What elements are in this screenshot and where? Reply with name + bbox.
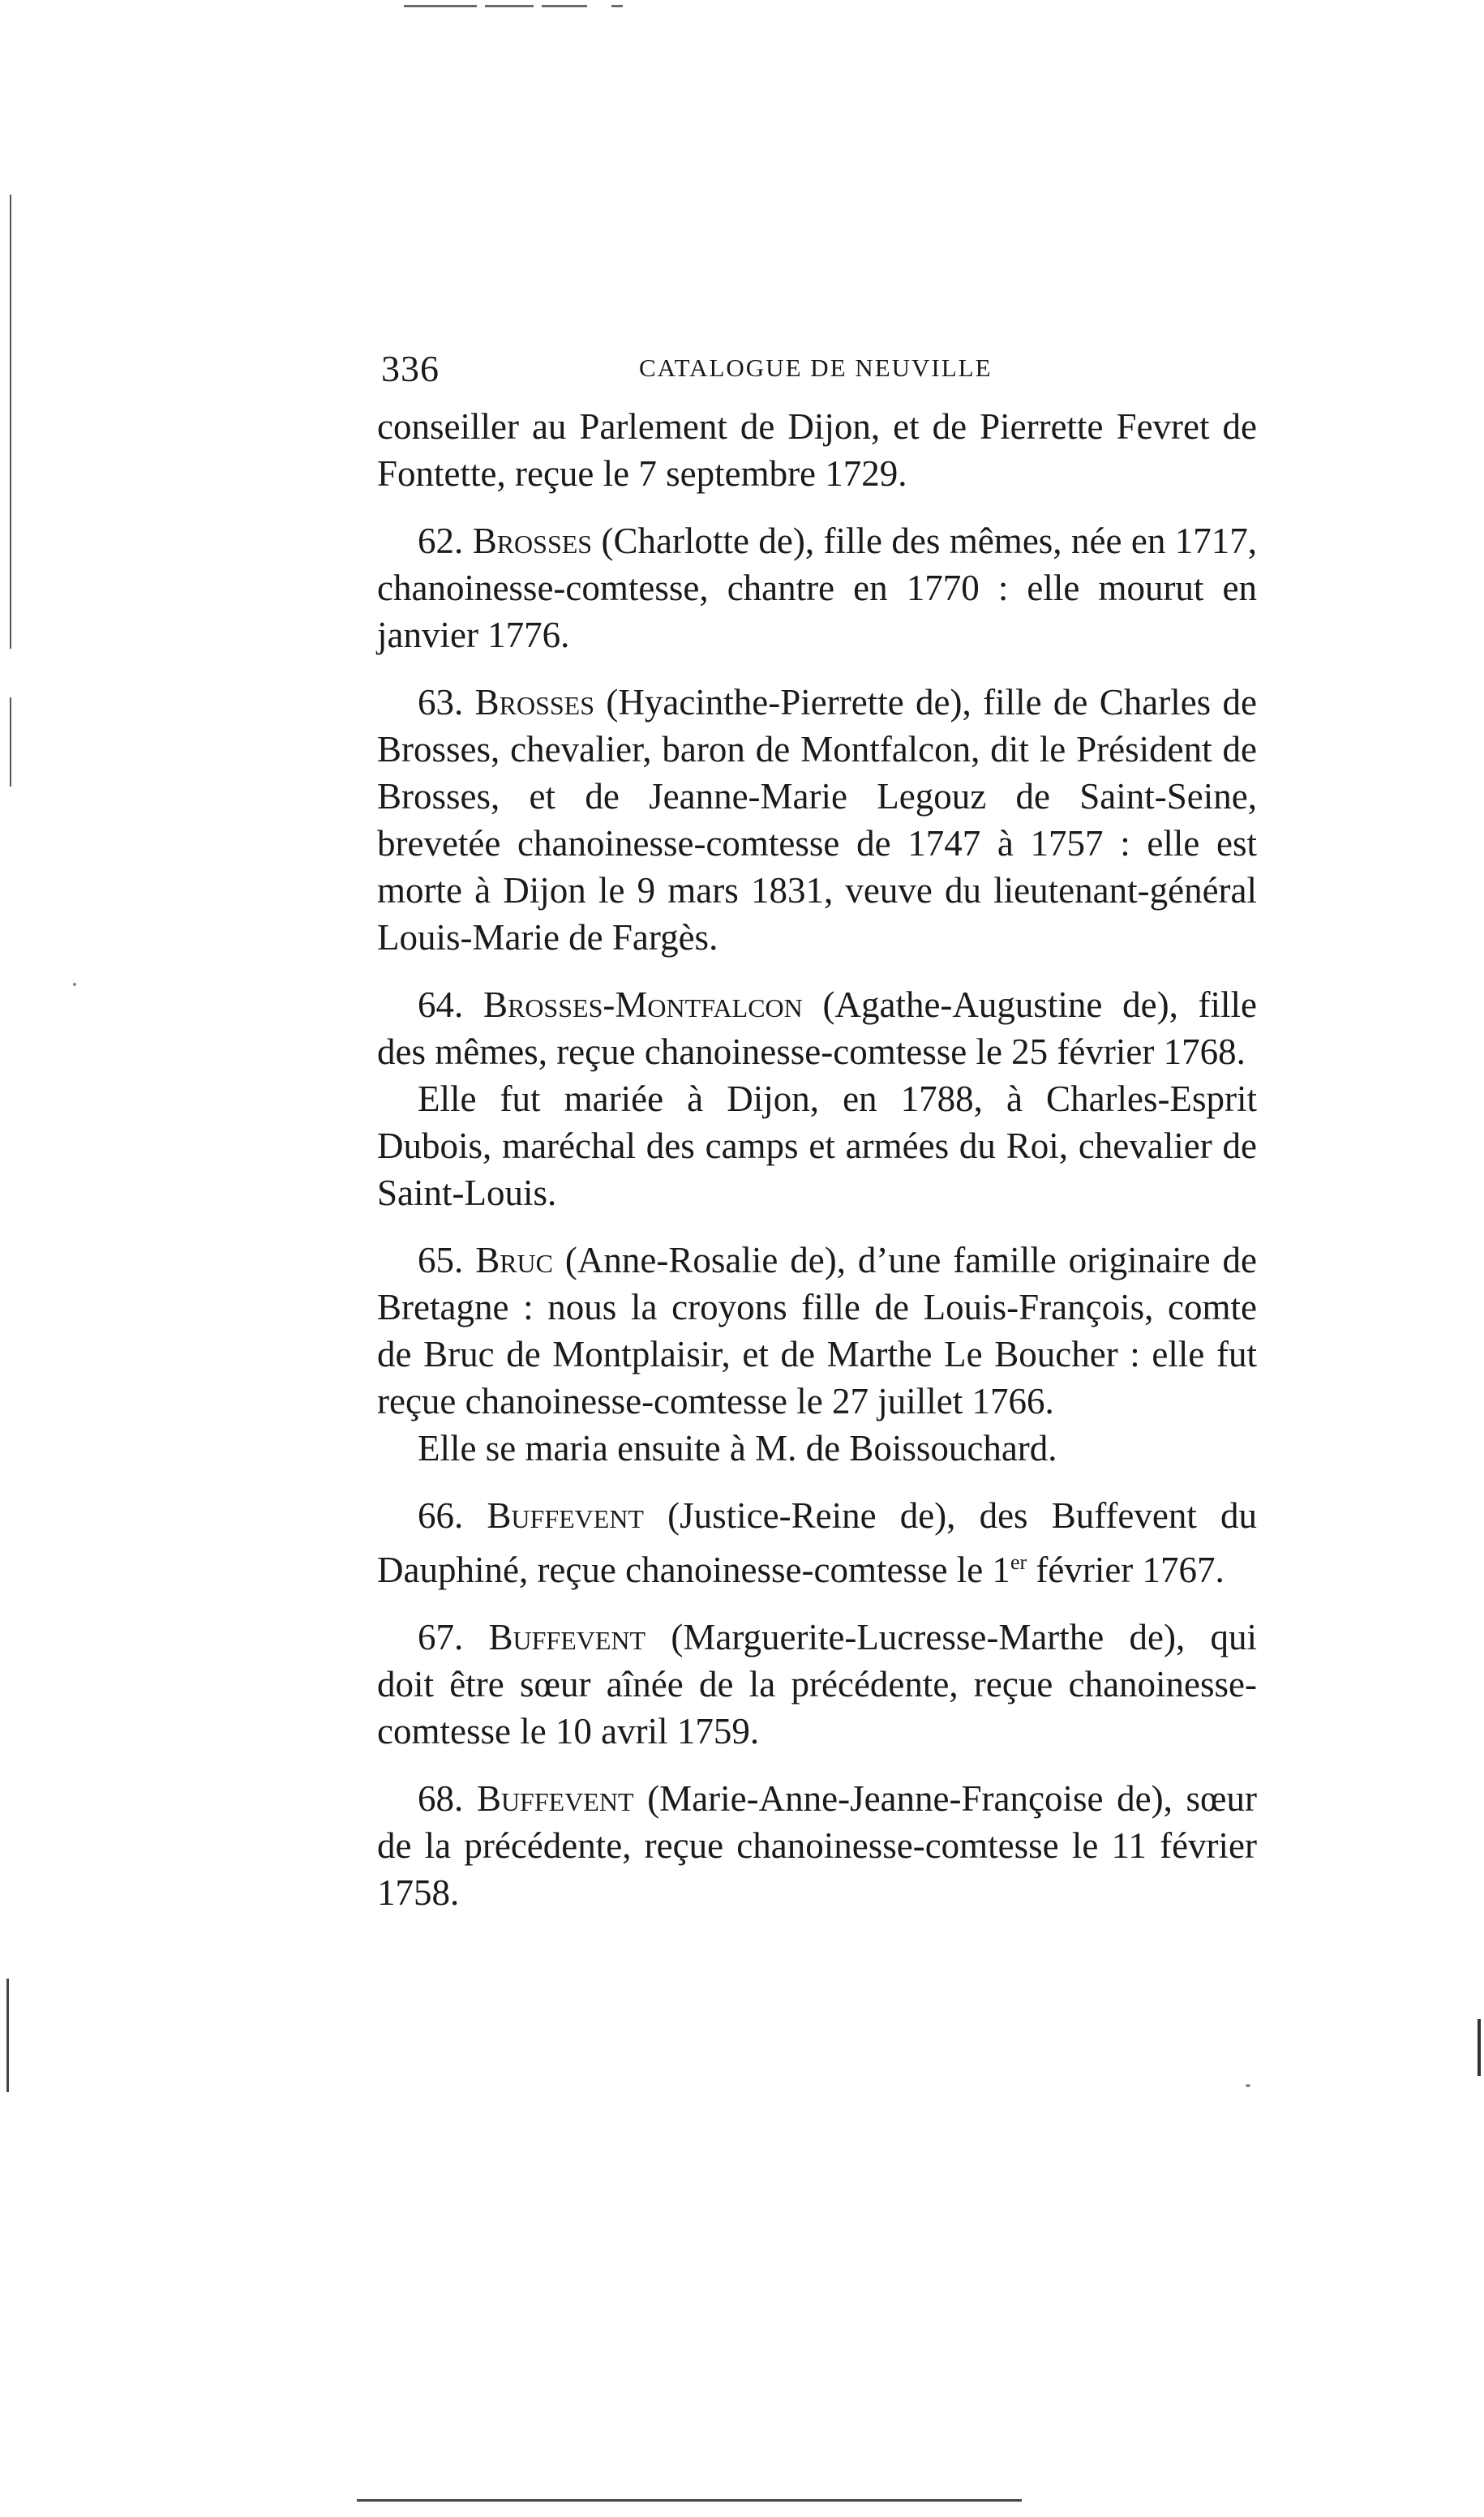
entry-number: 64. bbox=[418, 984, 464, 1025]
entry-number: 65. bbox=[418, 1240, 464, 1280]
page-header bbox=[381, 347, 1249, 396]
entry-surname: Brosses-Montfalcon bbox=[483, 984, 803, 1025]
continued-paragraph bbox=[377, 403, 1257, 497]
catalogue-entry-62 bbox=[377, 517, 1257, 658]
page-body bbox=[377, 403, 1257, 1916]
catalogue-entry-66 bbox=[377, 1492, 1257, 1593]
entry-number: 67. bbox=[418, 1617, 464, 1657]
catalogue-entry-65 bbox=[377, 1237, 1257, 1425]
page-number: 336 bbox=[381, 348, 440, 389]
entry-text: (Hyacinthe-Pierrette de), fille de Charles de Brosses, chevalier, baron de Montfalcon, dit le Président de Brosses, et de Jeanne-Marie Legouz de Saint-Seine, brevetée chanoinesse-comtesse de 1747 à 1757 : elle est morte à Dijon le 9 mars 1831, veuve du lieutenant-général Louis-Marie de Fargès. bbox=[377, 682, 1258, 958]
scan-margin-line bbox=[1478, 2019, 1481, 2076]
scan-margin-line bbox=[10, 195, 11, 649]
catalogue-entry-63 bbox=[377, 679, 1257, 961]
entry-surname: Buffevent bbox=[488, 1617, 646, 1657]
entry-text: (Justice-Reine de), des Buffevent du Dauphiné, reçue chanoinesse-comtesse le 1 bbox=[377, 1495, 1257, 1590]
entry-note bbox=[377, 1075, 1257, 1216]
catalogue-entry-68 bbox=[377, 1775, 1257, 1916]
entry-text: (Agathe-Augustine de), fille des mêmes, reçue chanoinesse-comtesse le 25 février 1768. bbox=[377, 984, 1257, 1072]
running-title: CATALOGUE DE NEUVILLE bbox=[639, 354, 993, 382]
entry-text: (Marguerite-Lucresse-Marthe de), qui doit être sœur aînée de la précédente, reçue chanoinesse-comtesse le 10 avril 1759. bbox=[377, 1617, 1258, 1752]
note-text: Elle fut mariée à Dijon, en 1788, à Charles-Esprit Dubois, maréchal des camps et armées du Roi, chevalier de Saint-Louis. bbox=[377, 1078, 1257, 1213]
entry-number: 63. bbox=[418, 682, 464, 723]
scan-speck bbox=[1246, 2084, 1250, 2087]
ordinal-superscript: er bbox=[1010, 1550, 1027, 1574]
entry-number: 62. bbox=[418, 521, 464, 561]
paragraph-text: conseiller au Parlement de Dijon, et de Pierrette Fevret de Fontette, reçue le 7 septembre 1729. bbox=[377, 406, 1257, 494]
entry-number: 68. bbox=[418, 1778, 464, 1819]
scan-bottom-rule bbox=[357, 2499, 1022, 2502]
scan-edge-mark bbox=[404, 5, 477, 7]
entry-surname: Buffevent bbox=[487, 1495, 644, 1536]
entry-note bbox=[377, 1425, 1257, 1472]
entry-text-end: février 1767. bbox=[1027, 1550, 1225, 1590]
scan-edge-mark bbox=[542, 5, 587, 7]
note-text: Elle se maria ensuite à M. de Boissouchard. bbox=[418, 1428, 1057, 1469]
entry-text: (Charlotte de), fille des mêmes, née en 1717, chanoinesse-comtesse, chantre en 1770 : elle mourut en janvier 1776. bbox=[377, 521, 1258, 655]
entry-surname: Buffevent bbox=[476, 1778, 634, 1819]
entry-text: (Anne-Rosalie de), d’une famille originaire de Bretagne : nous la croyons fille de Louis-François, comte de Bruc de Montplaisir, et de Marthe Le Boucher : elle fut reçue chanoinesse-comtesse le 27 juillet 1766. bbox=[377, 1240, 1257, 1421]
scan-speck bbox=[73, 983, 76, 986]
entry-surname: Brosses bbox=[472, 521, 593, 561]
entry-surname: Brosses bbox=[474, 682, 595, 723]
scan-margin-line bbox=[6, 1979, 9, 2092]
entry-number: 66. bbox=[418, 1495, 464, 1536]
entry-text: (Marie-Anne-Jeanne-Françoise de), sœur de la précédente, reçue chanoinesse-comtesse le 11 février 1758. bbox=[377, 1778, 1257, 1913]
scan-edge-mark bbox=[611, 5, 623, 7]
scan-edge-mark bbox=[485, 5, 534, 7]
scan-margin-line bbox=[10, 697, 11, 787]
catalogue-entry-64 bbox=[377, 981, 1257, 1075]
catalogue-entry-67 bbox=[377, 1614, 1257, 1755]
entry-surname: Bruc bbox=[475, 1240, 553, 1280]
